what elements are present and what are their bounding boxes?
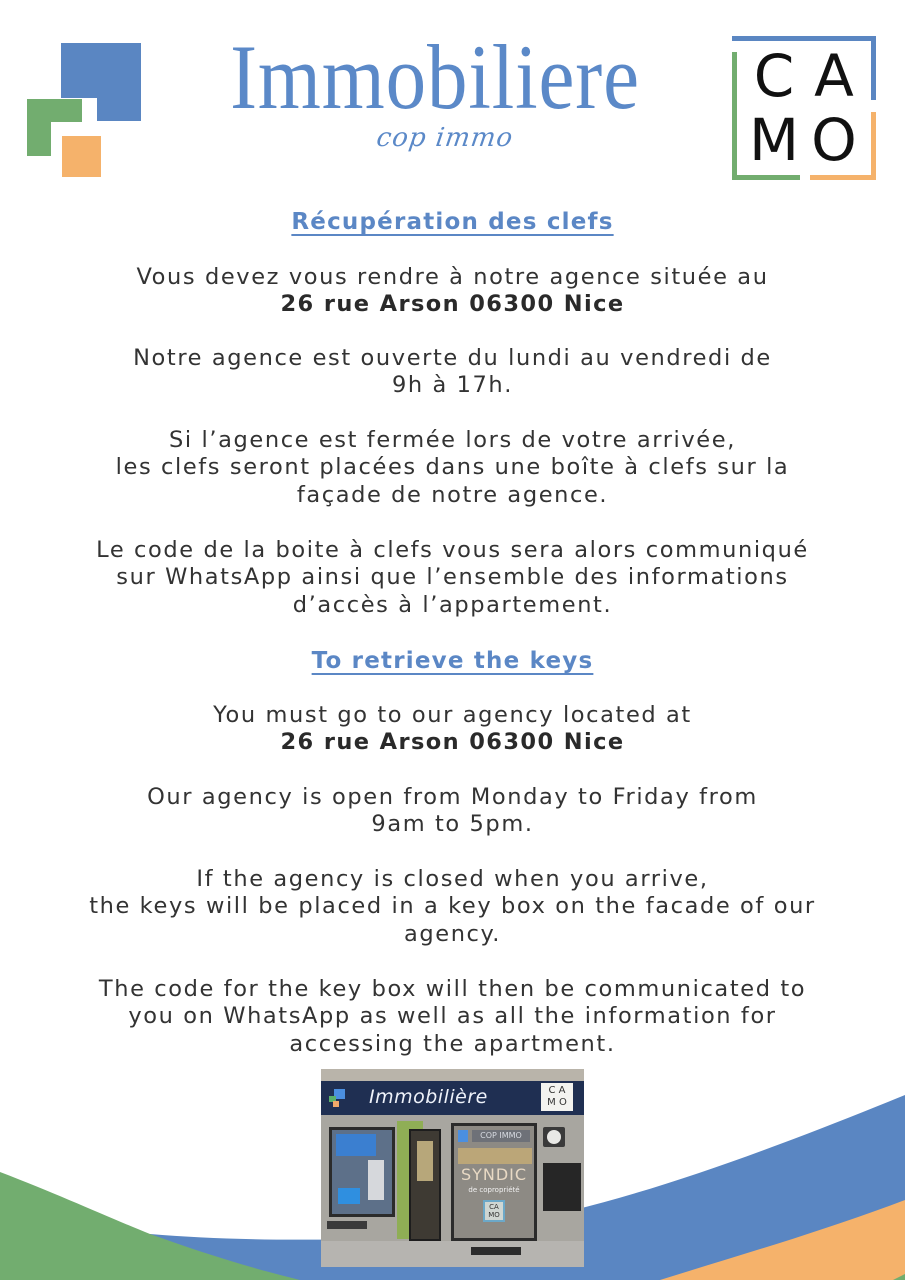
camo-border-left-green [732, 52, 737, 180]
camo-border-top-blue [732, 36, 876, 41]
camo-letter-a: A [814, 42, 854, 110]
photo-mailbox-panel [543, 1163, 581, 1211]
camo-border-bottom-orange [810, 175, 876, 180]
camo-border-right-blue [871, 36, 876, 100]
en-hours-line-2: 9am to 5pm. [371, 811, 534, 838]
photo-left-vent [327, 1221, 367, 1229]
photo-facade-top [321, 1069, 584, 1081]
fr-code-line-3: d’accès à l’appartement. [292, 591, 613, 618]
fr-hours-line-1: Notre agence est ouverte du lundi au vendredi de [133, 345, 772, 371]
en-paragraph-hours [0, 784, 905, 839]
en-closed-line-1: If the agency is closed when you arrive, [196, 866, 709, 892]
photo-intercom [543, 1127, 565, 1147]
brand-title: Immobiliere [230, 26, 640, 128]
photo-vent [471, 1247, 521, 1255]
fr-closed-line-2: les clefs seront placées dans une boîte à clefs sur la [115, 454, 790, 481]
en-code-line-3: accessing the apartment. [289, 1030, 616, 1057]
fr-address: 26 rue Arson 06300 Nice [280, 291, 625, 318]
en-address-intro: You must go to our agency located at [213, 702, 692, 728]
storefront-photo [321, 1069, 584, 1267]
fr-paragraph-hours [0, 345, 905, 400]
photo-ground [321, 1241, 584, 1267]
camo-letter-m: M [748, 106, 800, 174]
en-closed-line-2: the keys will be placed in a key box on the facade of our [89, 893, 816, 920]
fr-code-line-2: sur WhatsApp ainsi que l’ensemble des informations [116, 564, 789, 591]
fr-paragraph-address [0, 264, 905, 319]
fr-address-intro: Vous devez vous rendre à notre agence située au [136, 264, 769, 290]
photo-window-copropriete: de copropriété [468, 1186, 520, 1194]
en-closed-line-3: agency. [403, 920, 501, 947]
brand-subtitle: cop immo [374, 123, 516, 153]
photo-door [409, 1129, 441, 1241]
camo-letter-o: O [811, 106, 857, 174]
en-paragraph-code [0, 976, 905, 1058]
en-paragraph-closed [0, 866, 905, 948]
camo-border-bottom-green [732, 175, 800, 180]
photo-window-brand: COP IMMO [472, 1130, 530, 1142]
en-address: 26 rue Arson 06300 Nice [280, 729, 625, 756]
photo-sign-camo: C A M O [541, 1083, 573, 1111]
photo-window-syndic: SYNDIC [460, 1165, 528, 1184]
english-heading: To retrieve the keys [311, 648, 594, 674]
logo-blue-square [61, 43, 141, 98]
en-paragraph-address [0, 702, 905, 757]
en-hours-line-1: Our agency is open from Monday to Friday from [147, 784, 758, 810]
en-code-line-2: you on WhatsApp as well as all the information for [128, 1003, 777, 1030]
photo-left-window [329, 1127, 395, 1217]
french-heading: Récupération des clefs [291, 209, 614, 235]
camo-letter-c: C [753, 42, 795, 110]
logo-orange-square [62, 136, 101, 177]
camo-border-right-orange [871, 112, 876, 180]
fr-hours-line-2: 9h à 17h. [391, 372, 514, 399]
photo-sign-logo-icon [329, 1089, 345, 1107]
camo-logo [732, 36, 876, 180]
fr-paragraph-closed [0, 427, 905, 509]
fr-closed-line-1: Si l’agence est fermée lors de votre arrivée, [169, 427, 736, 453]
fr-closed-line-3: façade de notre agence. [296, 481, 609, 508]
photo-sign-text: Immobilière [369, 1086, 488, 1108]
logo-green-l-stem [27, 122, 51, 156]
logo-blue-square-lower [97, 98, 141, 121]
photo-right-window [451, 1123, 537, 1241]
logo-green-l-top [27, 99, 82, 122]
photo-window-camo: CA MO [483, 1200, 505, 1222]
fr-paragraph-code [0, 537, 905, 619]
en-code-line-1: The code for the key box will then be communicated to [98, 976, 807, 1002]
fr-code-line-1: Le code de la boite à clefs vous sera alors communiqué [96, 537, 809, 563]
